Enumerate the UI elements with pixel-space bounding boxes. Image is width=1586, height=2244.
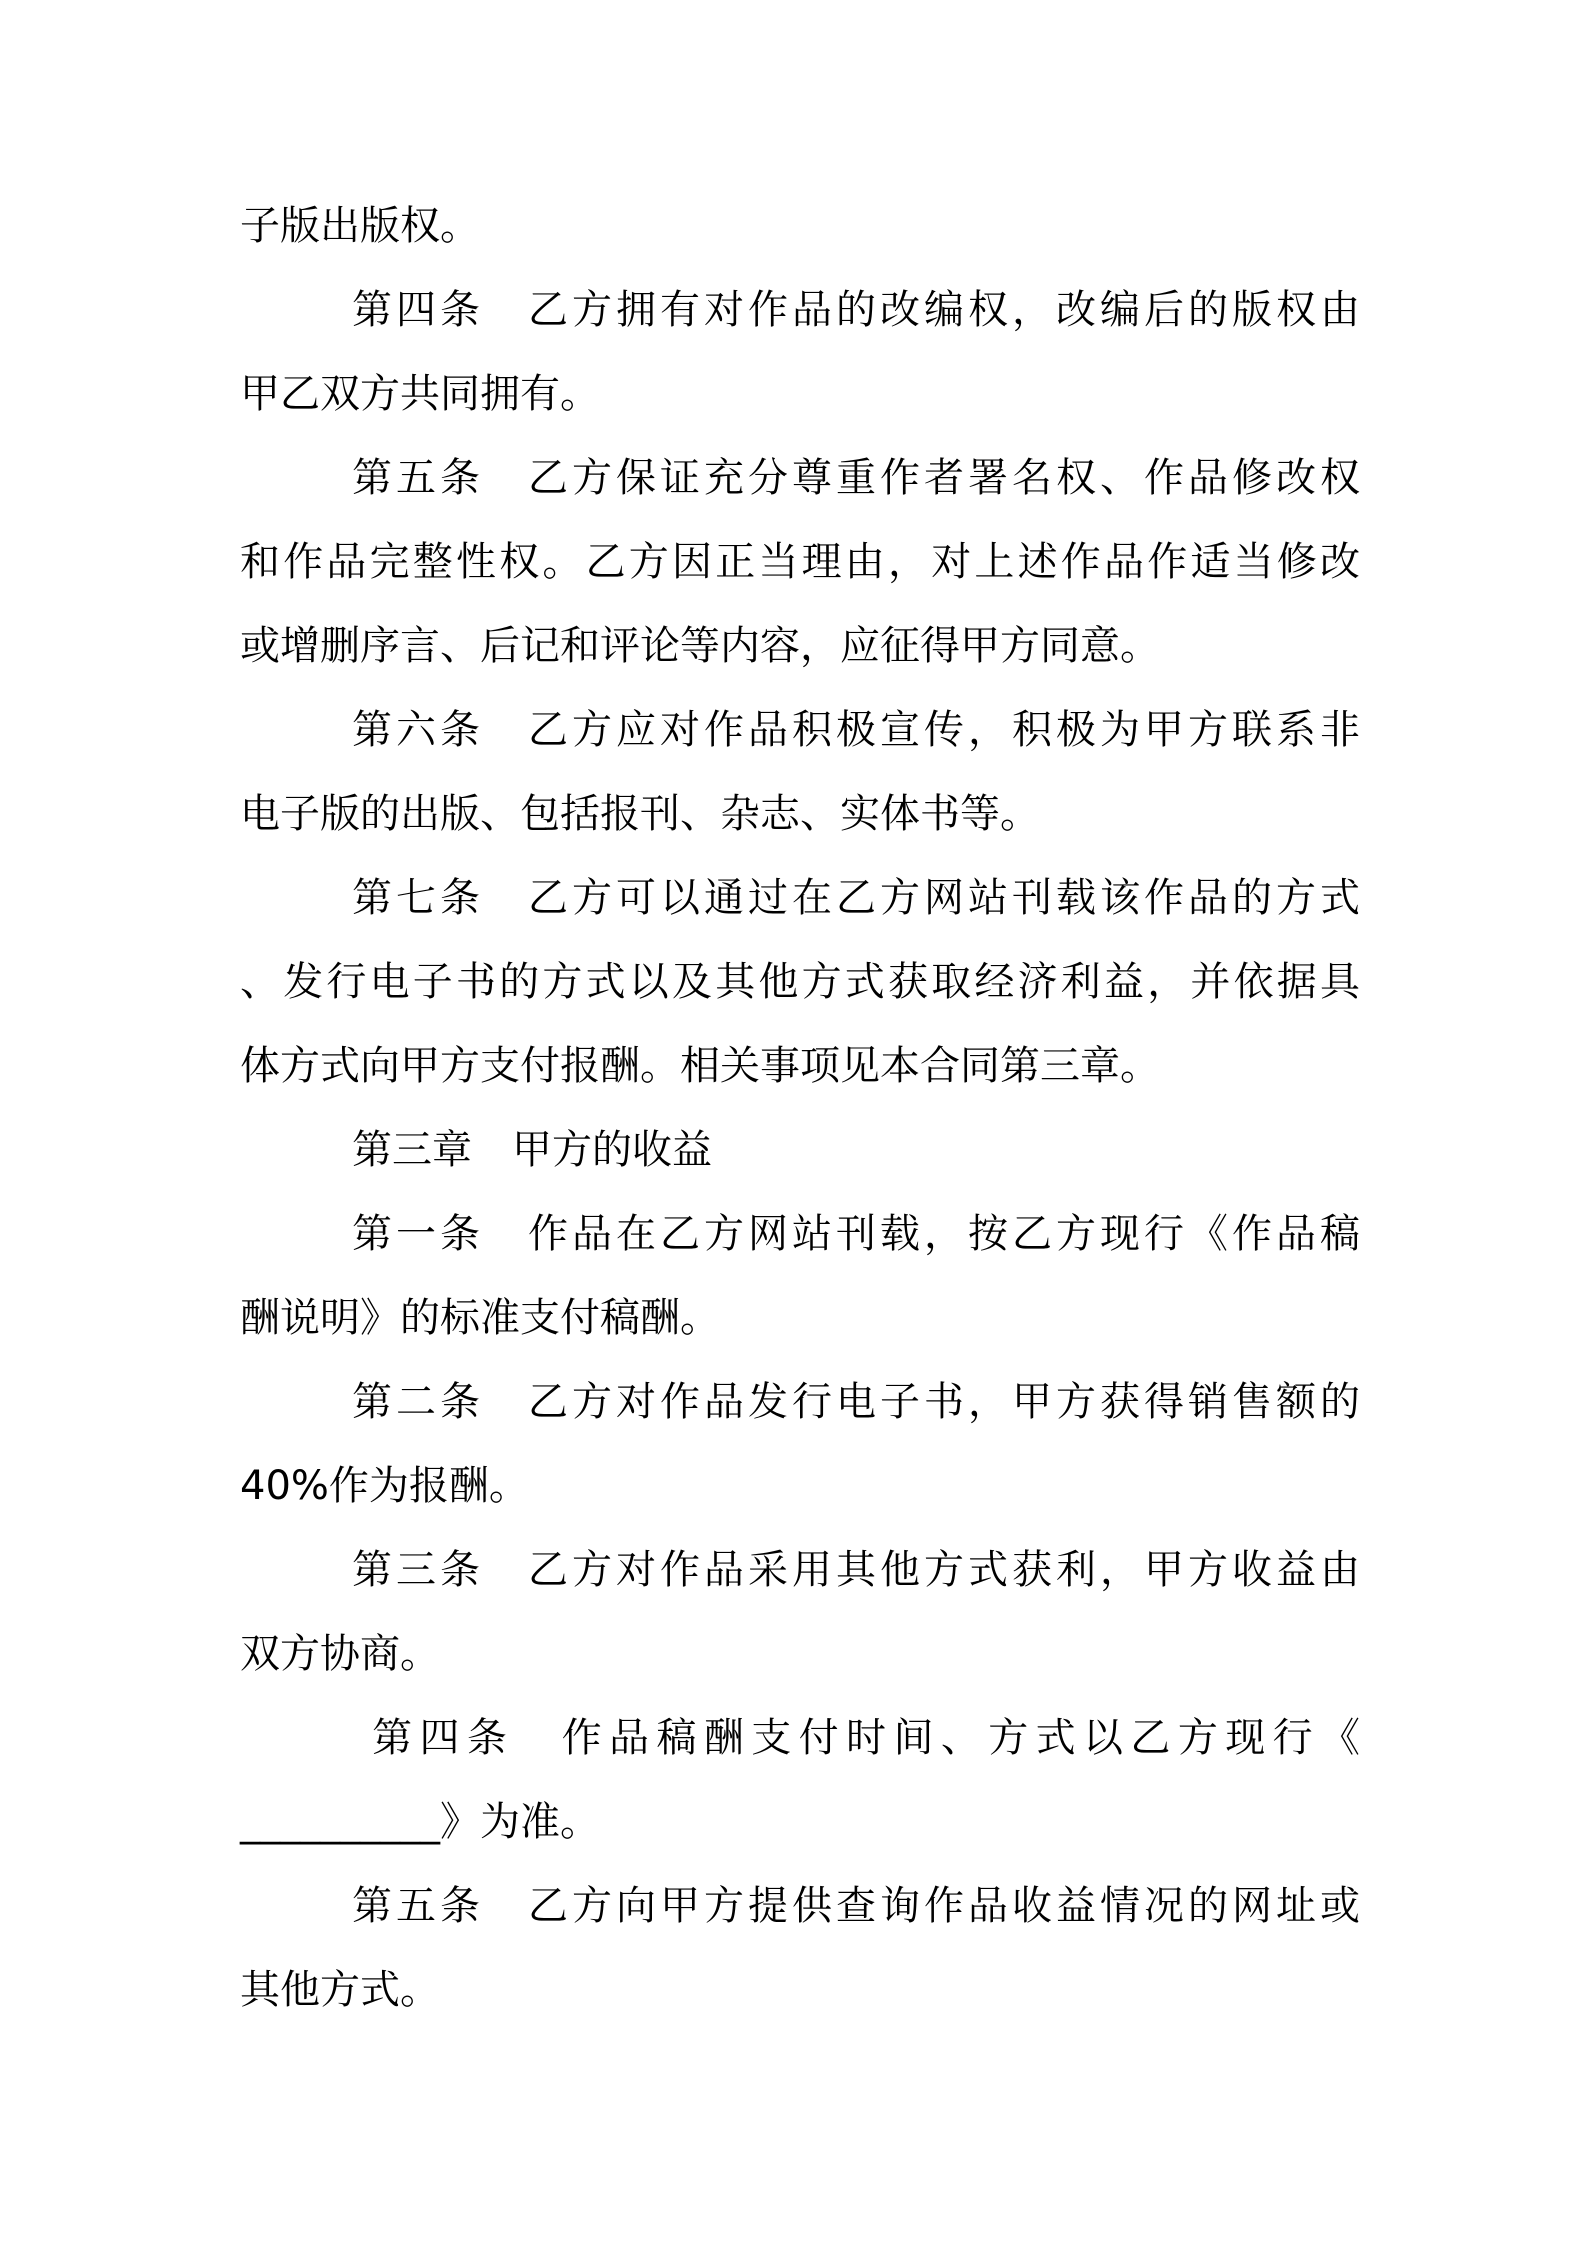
paragraph bbox=[240, 688, 1360, 856]
text-line: 第六条 乙方应对作品积极宣传，积极为甲方联系非 bbox=[352, 707, 1360, 753]
text-line: 子版出版权。 bbox=[240, 203, 480, 249]
paragraph bbox=[240, 1864, 1360, 2032]
text-line: 40%作为报酬。 bbox=[240, 1463, 529, 1509]
text-line: 第五条 乙方保证充分尊重作者署名权、作品修改权 bbox=[352, 455, 1360, 501]
paragraph bbox=[240, 1528, 1360, 1696]
text-line: 和作品完整性权。乙方因正当理由，对上述作品作适当修改 bbox=[240, 539, 1360, 585]
text-line: 、发行电子书的方式以及其他方式获取经济利益，并依据具 bbox=[240, 959, 1360, 1005]
paragraph bbox=[240, 1192, 1360, 1360]
text-line: 电子版的出版、包括报刊、杂志、实体书等。 bbox=[240, 791, 1040, 837]
text-line: 第四条 乙方拥有对作品的改编权，改编后的版权由 bbox=[352, 287, 1360, 333]
text-line: 第七条 乙方可以通过在乙方网站刊载该作品的方式 bbox=[352, 875, 1360, 921]
text-line: 甲乙双方共同拥有。 bbox=[240, 371, 600, 417]
text-line: __________》为准。 bbox=[240, 1799, 600, 1845]
text-line: 第三条 乙方对作品采用其他方式获利，甲方收益由 bbox=[352, 1547, 1360, 1593]
paragraph bbox=[240, 856, 1360, 1108]
contract-body bbox=[240, 184, 1360, 2032]
paragraph bbox=[240, 184, 1360, 268]
paragraph bbox=[240, 268, 1360, 436]
text-line: 其他方式。 bbox=[240, 1967, 440, 2013]
text-line: 第二条 乙方对作品发行电子书，甲方获得销售额的 bbox=[352, 1379, 1360, 1425]
paragraph bbox=[240, 1360, 1360, 1528]
text-line: 双方协商。 bbox=[240, 1631, 440, 1677]
text-line: 第四条 作品稿酬支付时间、方式以乙方现行《 bbox=[352, 1715, 1360, 1761]
text-line: 第一条 作品在乙方网站刊载，按乙方现行《作品稿 bbox=[352, 1211, 1360, 1257]
text-line: 酬说明》的标准支付稿酬。 bbox=[240, 1295, 720, 1341]
paragraph bbox=[240, 1696, 1360, 1864]
text-line: 或增删序言、后记和评论等内容，应征得甲方同意。 bbox=[240, 623, 1160, 669]
paragraph bbox=[240, 436, 1360, 688]
paragraph bbox=[240, 1108, 1360, 1192]
text-line: 第五条 乙方向甲方提供查询作品收益情况的网址或 bbox=[352, 1883, 1360, 1929]
text-line: 体方式向甲方支付报酬。相关事项见本合同第三章。 bbox=[240, 1043, 1160, 1089]
text-line: 第三章 甲方的收益 bbox=[352, 1127, 712, 1173]
